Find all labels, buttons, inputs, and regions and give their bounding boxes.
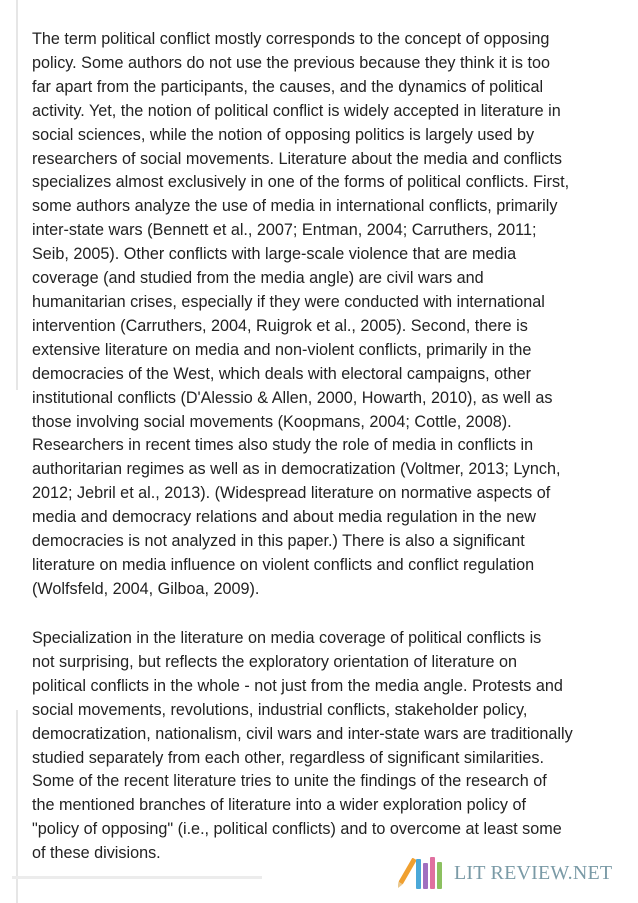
paragraph-1	[32, 28, 624, 602]
books-and-pencil-logo-icon	[398, 853, 448, 893]
text-line: Researchers in recent times also study the role of media in conflicts in	[32, 436, 534, 455]
text-line: democracies is not analyzed in this paper.) There is also a significant	[32, 532, 525, 551]
text-line: coverage (and studied from the media angle) are civil wars and	[32, 269, 484, 288]
text-line: Some of the recent literature tries to unite the findings of the research of	[32, 772, 547, 791]
footer-divider	[12, 876, 262, 879]
text-line: democracies of the West, which deals with electoral campaigns, other	[32, 364, 532, 383]
text-line: 2012; Jebril et al., 2013). (Widespread literature on normative aspects of	[32, 484, 551, 503]
text-line: some authors analyze the use of media in international conflicts, primarily	[32, 197, 558, 216]
text-line: inter-state wars (Bennett et al., 2007; Entman, 2004; Carruthers, 2011;	[32, 221, 537, 240]
paragraph-2	[32, 627, 624, 866]
text-line: Seib, 2005). Other conflicts with large-scale violence that are media	[32, 245, 517, 264]
text-line: humanitarian crises, especially if they were conducted with international	[32, 292, 545, 311]
brand-name: LIT REVIEW.NET	[454, 861, 613, 884]
text-line: of these divisions.	[32, 844, 161, 863]
text-line: intervention (Carruthers, 2004, Ruigrok et al., 2005). Second, there is	[32, 316, 528, 335]
text-line: (Wolfsfeld, 2004, Gilboa, 2009).	[32, 579, 260, 598]
text-line: literature on media influence on violent conflicts and conflict regulation	[32, 555, 535, 574]
text-line: policy. Some authors do not use the previous because they think it is too	[32, 53, 550, 72]
text-line: democratization, nationalism, civil wars and inter-state wars are traditionally	[32, 724, 573, 743]
text-line: the mentioned branches of literature into a wider exploration policy of	[32, 796, 527, 815]
text-line: extensive literature on media and non-violent conflicts, primarily in the	[32, 340, 532, 359]
text-line: studied separately from each other, regardless of significant similarities.	[32, 748, 544, 767]
brand-footer	[398, 853, 612, 893]
left-margin-rule	[16, 710, 18, 903]
text-line: authoritarian regimes as well as in democratization (Voltmer, 2013; Lynch,	[32, 460, 561, 479]
left-margin-rule	[16, 0, 18, 390]
text-line: institutional conflicts (D'Alessio & Allen, 2000, Howarth, 2010), as well as	[32, 388, 553, 407]
text-line: social sciences, while the notion of opposing politics is largely used by	[32, 125, 535, 144]
text-line: those involving social movements (Koopmans, 2004; Cottle, 2008).	[32, 412, 512, 431]
text-line: specializes almost exclusively in one of the forms of political conflicts. First,	[32, 173, 570, 192]
text-line: Specialization in the literature on media coverage of political conflicts is	[32, 629, 542, 647]
text-line: media and democracy relations and about media regulation in the new	[32, 508, 536, 527]
text-line: researchers of social movements. Literature about the media and conflicts	[32, 149, 562, 168]
text-line: social movements, revolutions, industrial conflicts, stakeholder policy,	[32, 700, 528, 719]
text-line: "policy of opposing" (i.e., political conflicts) and to overcome at least some	[32, 820, 562, 839]
text-line: The term political conflict mostly corresponds to the concept of opposing	[32, 30, 550, 48]
text-line: activity. Yet, the notion of political conflict is widely accepted in literature in	[32, 101, 561, 120]
text-line: political conflicts in the whole - not just from the media angle. Protests and	[32, 676, 563, 695]
text-line: far apart from the participants, the causes, and the dynamics of political	[32, 77, 544, 96]
text-line: not surprising, but reflects the exploratory orientation of literature on	[32, 652, 517, 671]
